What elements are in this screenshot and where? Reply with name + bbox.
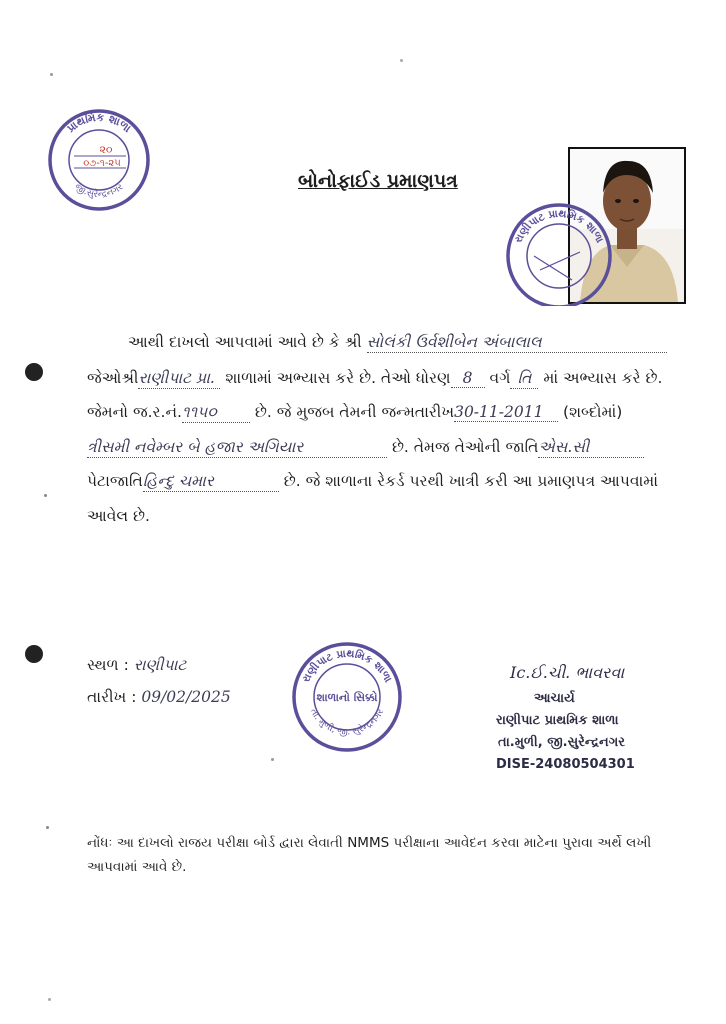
standard-value: 8 [451,369,485,388]
line-6-text: આવેલ છે. [87,507,150,525]
line-2-mid2: વર્ગ [489,369,511,387]
signature-address: તા.મુળી, જી.સુરેન્દ્રનગર [498,735,625,750]
date-label: તારીખ : [87,688,137,706]
punch-hole-top [25,363,43,381]
page-title: બોનોફાઈડ પ્રમાણપત્ર [298,170,458,192]
date-value: 09/02/2025 [141,688,231,706]
photo-stamp-ring-text: રાણીપાટ પ્રાથમિક શાળા [512,207,606,245]
body-line-5 [87,472,658,492]
school-seal [287,641,407,753]
subcaste-value: હિન્દુ ચમાર [143,472,279,492]
line-2-prefix: જેઓશ્રી [87,369,139,387]
svg-text:રાણીપાટ પ્રાથમિક શાળા [300,647,394,685]
place-value: રાણીપાટ [133,656,187,674]
date-line [87,688,231,707]
line-3-suffix: (શબ્દોમાં) [563,403,623,421]
scan-speck [50,73,53,76]
line-1-prefix: આથી દાખલો આપવામાં આવે છે કે શ્રી [128,333,362,351]
svg-text:જી.સુરેન્દ્રનગર [73,182,126,200]
signature-school: રાણીપાટ પ્રાથમિક શાળા [496,713,619,728]
svg-text:રાણીપાટ પ્રાથમિક શાળા [512,207,605,245]
svg-text:પ્રાથમિક શાળા [64,110,134,136]
svg-text:તા. મુળી, જી. સુરેન્દ્રનગર [308,707,387,738]
scan-speck [400,59,403,62]
line-3-prefix: જેમનો જ.ર.નં. [87,403,182,421]
dob-in-words: ત્રીસમી નવેમ્બર બે હજાર અગિયાર [87,438,387,458]
outward-stamp [44,106,154,214]
line-2-suffix: માં અભ્યાસ કરે છે. [543,369,663,387]
stamp-date: ૦૭-૧-૨૫ [83,158,121,169]
place-line [87,656,186,675]
body-line-1 [128,333,667,353]
place-label: સ્થળ : [87,656,129,674]
stamp-number: ૨૦ [99,143,113,156]
line-2-mid: શાળામાં અભ્યાસ કરે છે. તેઓ ધોરણ [225,369,451,387]
line-5-prefix: પેટાજાતિ [87,472,143,490]
school-name: રાણીપાટ પ્રા. [138,369,220,389]
student-name: સોલંકી ઉર્વશીબેન અંબાલાલ [367,333,667,353]
scan-speck [46,826,49,829]
body-line-2 [87,369,662,389]
punch-hole-bottom [25,645,43,663]
gr-number: ૧૧૫૦ [182,403,250,423]
seal-ring-top-text: રાણીપાટ પ્રાથમિક શાળા [299,647,395,685]
dob-value: 30-11-2011 [454,403,558,422]
signature-role: આચાર્ય [534,691,575,706]
division-value: તિ [510,369,538,389]
line-3-mid: છે. જે મુજબ તેમની જન્મતારીખ [254,403,455,421]
footnote: નોંધઃ આ દાખલો રાજય પરીક્ષા બોર્ડ દ્વારા લેવાતી NMMS પરીક્ષાના આવેદન કરવા માટેના પુરાવા અર્થે લખી આપવામાં આવે છે. [87,835,652,875]
dise-code: DISE-24080504301 [496,757,635,772]
body-line-3 [87,403,622,423]
seal-center-text: શાળાનો સિક્કો [316,691,378,704]
scan-speck [44,494,47,497]
line-5-suffix: છે. જે શાળાના રેકર્ડ પરથી ખાત્રી કરી આ પ્રમાણપત્ર આપવામાં [283,472,659,490]
handwritten-signature: Ic.ઈ.ચી. ભાવરવા [510,663,625,682]
body-line-6 [87,507,150,526]
scan-speck [48,998,51,1001]
caste-value: એસ.સી [538,438,644,458]
photo-stamp [500,200,618,306]
body-line-4 [87,438,644,458]
stamp-ring-bottom-text: જી.સુરેન્દ્રનગર [72,182,126,201]
line-4-mid: છે. તેમજ તેઓની જાતિ [391,438,539,456]
stamp-ring-top-text: પ્રાથમિક શાળા [64,110,134,136]
scan-speck [271,758,274,761]
seal-ring-bottom-text: તા. મુળી, જી. સુરેન્દ્રનગર [307,707,387,738]
